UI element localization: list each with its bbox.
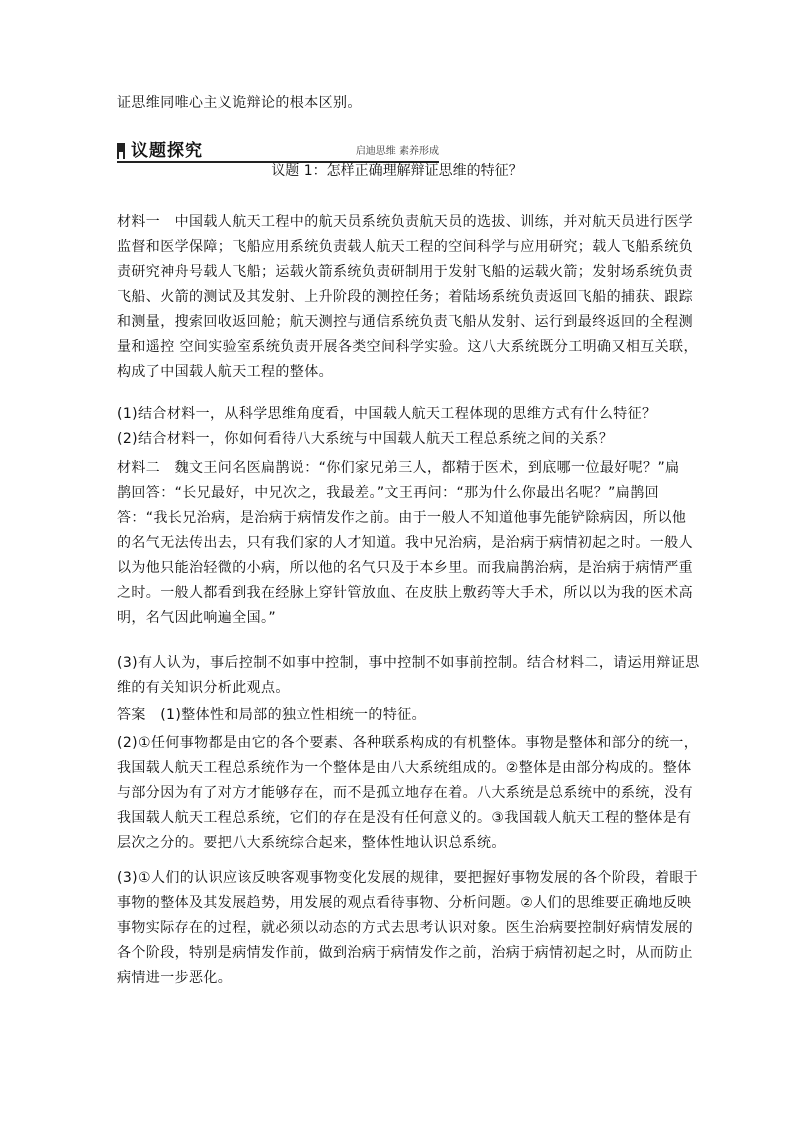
intro-paragraph <box>117 91 677 116</box>
text-line: 材料二 魏文王问名医扁鹊说：“你们家兄弟三人，都精于医术，到底哪一位最好呢？”扁 <box>117 460 680 476</box>
text-line: 构成了中国载人航天工程的整体。 <box>117 364 333 380</box>
text-line: (2)①任何事物都是由它的各个要素、各种联系构成的有机整体。事物是整体和部分的统一， <box>117 735 699 751</box>
text-line: 答案 (1)整体性和局部的独立性相统一的特征。 <box>117 707 427 723</box>
text-line: 以为他只能治轻微的小病，所以他的名气只及于本乡里。而我扁鹊治病，是治病于病情严重 <box>117 560 693 576</box>
question-three <box>117 651 700 701</box>
question-one <box>117 402 677 427</box>
text-line: 层次之分的。要把八大系统综合起来，整体性地认识总系统。 <box>117 835 506 851</box>
topic-heading: 议题 1：怎样正确理解辩证思维的特征？ <box>271 163 523 179</box>
text-line: 我国载人航天工程总系统，它们的存在是没有任何意义的。③我国载人航天工程的整体是有 <box>117 810 692 826</box>
answer-two <box>117 731 699 856</box>
material-two-paragraph <box>117 456 693 631</box>
text-line: 事物的整体及其发展趋势，用发展的观点看待事物、分析问题。②人们的思维要正确地反映 <box>117 895 692 911</box>
text-line: 证思维同唯心主义诡辩论的根本区别。 <box>117 95 362 111</box>
text-line: 维的有关知识分析此观点。 <box>117 680 290 696</box>
text-line: 监督和医学保障；飞船应用系统负责载人航天工程的空间科学与应用研究；载人飞船系统负 <box>117 239 693 255</box>
question-two <box>117 427 677 452</box>
text-line: (3)有人认为，事后控制不如事中控制，事中控制不如事前控制。结合材料二，请运用辩证思 <box>117 655 700 671</box>
text-line: (3)①人们的认识应该反映客观事物变化发展的规律，要把握好事物发展的各个阶段，着眼于 <box>117 870 699 886</box>
text-line: (1)结合材料一，从科学思维角度看，中国载人航天工程体现的思维方式有什么特征？ <box>117 406 657 422</box>
answer-one <box>117 703 677 728</box>
material-one-paragraph <box>117 210 698 385</box>
text-line: 与部分因为有了对方才能够存在，而不是孤立地存在着。八大系统是总系统中的系统，没有 <box>117 785 693 801</box>
answer-three <box>117 866 699 991</box>
text-line: 各个阶段，特别是病情发作前，做到治病于病情发作之前，治病于病情初起之时，从而防止 <box>117 945 693 961</box>
text-line: 鹊回答：“长兄最好，中兄次之，我最差。”文王再问：“那为什么你最出名呢？”扁鹊回 <box>117 485 660 501</box>
text-line: 的名气无法传出去，只有我们家的人才知道。我中兄治病，是治病于病情初起之时。一般人 <box>117 535 693 551</box>
text-line: (2)结合材料一，你如何看待八大系统与中国载人航天工程总系统之间的关系？ <box>117 431 614 447</box>
section-subtitle: 启迪思维 素养形成 <box>355 146 439 157</box>
text-line: 之时。一般人都看到我在经脉上穿针管放血、在皮肤上敷药等大手术，所以以为我的医术高 <box>117 585 693 601</box>
text-line: 和测量，搜索回收返回舱；航天测控与通信系统负责飞船从发射、运行到最终返回的全程测 <box>117 314 693 330</box>
text-line: 答：“我长兄治病，是治病于病情发作之前。由于一般人不知道他事先能铲除病因，所以他 <box>117 510 687 526</box>
text-line: 责研究神舟号载人飞船；运载火箭系统负责研制用于发射飞船的运载火箭；发射场系统负责 <box>117 264 693 280</box>
text-line: 我国载人航天工程总系统作为一个整体是由八大系统组成的。②整体是由部分构成的。整体 <box>117 760 692 776</box>
text-line: 事物实际存在的过程，就必须以动态的方式去思考认识对象。医生治病要控制好病情发展的 <box>117 920 693 936</box>
text-line: 病情进一步恶化。 <box>117 970 233 986</box>
section-title: 议题探究 <box>131 141 203 161</box>
text-line: 材料一 中国载人航天工程中的航天员系统负责航天员的选拔、训练，并对航天员进行医学 <box>117 214 693 230</box>
text-line: 量和遥控 空间实验室系统负责开展各类空间科学实验。这八大系统既分工明确又相互关联， <box>117 339 698 355</box>
text-line: 明，名气因此响遍全国。” <box>117 610 277 626</box>
text-line: 飞船、火箭的测试及其发射、上升阶段的测控任务；着陆场系统负责返回飞船的捕获、跟踪 <box>117 289 693 305</box>
